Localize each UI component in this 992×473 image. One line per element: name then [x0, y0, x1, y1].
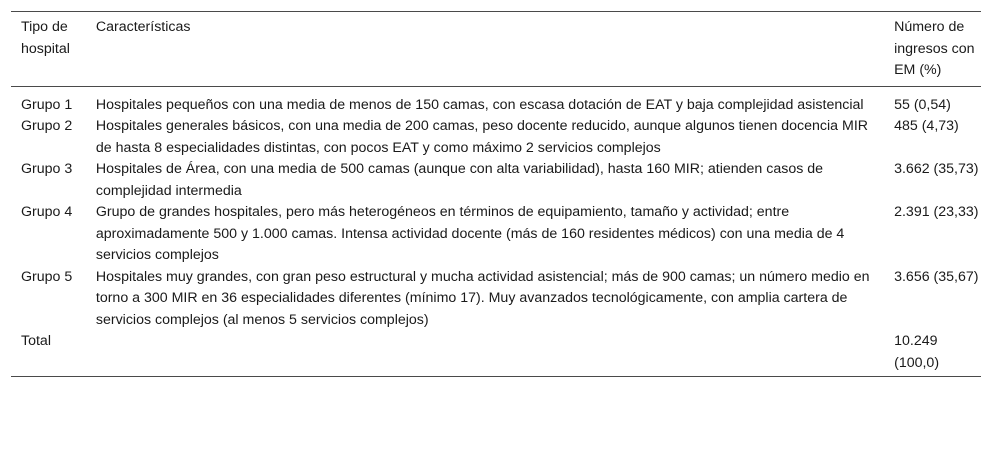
header-row: [11, 12, 981, 87]
header-numero-ingresos: Número de ingresos con EM (%): [894, 19, 975, 78]
table-row-total: [11, 331, 981, 377]
cell-ingresos: 2.391 (23,33): [894, 204, 979, 220]
cell-caracteristicas: Hospitales generales básicos, con una media de 200 camas, peso docente reducido, aunque algunos tienen docencia MIR de hasta 8 especialidades distintas, con pocos EAT y como máximo 2 servicios complejos: [95, 118, 869, 156]
cell-tipo: Total: [21, 333, 51, 349]
cell-ingresos: 485 (4,73): [894, 118, 959, 134]
cell-caracteristicas: [96, 331, 894, 377]
cell-tipo: Grupo 3: [21, 161, 73, 177]
cell-tipo: Grupo 4: [21, 204, 73, 220]
hospital-table-container: [11, 11, 981, 377]
cell-ingresos: 3.662 (35,73): [894, 161, 979, 177]
table-body: [11, 86, 981, 377]
cell-ingresos: 3.656 (35,67): [894, 268, 979, 285]
table-row: [11, 116, 981, 159]
cell-ingresos: 10.249 (100,0): [894, 333, 940, 371]
table-row: [11, 159, 981, 202]
table-row: [11, 267, 981, 332]
cell-tipo: Grupo 1: [21, 96, 73, 113]
cell-ingresos: 55 (0,54): [894, 96, 951, 113]
table-row: [11, 86, 981, 116]
cell-caracteristicas: Hospitales de Área, con una media de 500 camas (aunque con alta variabilidad), hasta 160 MIR; atienden casos de complejidad intermedia: [95, 161, 824, 199]
cell-tipo: Grupo 5: [21, 268, 73, 285]
hospital-types-table: [11, 11, 981, 377]
header-tipo-hospital: Tipo de hospital: [21, 19, 70, 57]
cell-caracteristicas: Hospitales pequeños con una media de menos de 150 camas, con escasa dotación de EAT y baja complejidad asistencial: [95, 96, 864, 113]
cell-caracteristicas: Grupo de grandes hospitales, pero más heterogéneos en términos de equipamiento, tamaño y actividad; entre aproximadamente 500 y 1.000 camas. Intensa actividad docente (más de 160 residentes médicos) con una media de 4 servicios complejos: [95, 204, 845, 263]
cell-tipo: Grupo 2: [21, 118, 73, 134]
table-row: [11, 202, 981, 267]
header-caracteristicas: Características: [95, 19, 191, 35]
cell-caracteristicas: Hospitales muy grandes, con gran peso estructural y mucha actividad asistencial; más de 900 camas; un número medio en torno a 300 MIR en 36 especialidades diferentes (mínimo 17). Muy avanzados tecnológicamente, con amplia cartera de servicios complejos (al menos 5 servicios complejos): [95, 268, 870, 328]
table-header: [11, 12, 981, 87]
